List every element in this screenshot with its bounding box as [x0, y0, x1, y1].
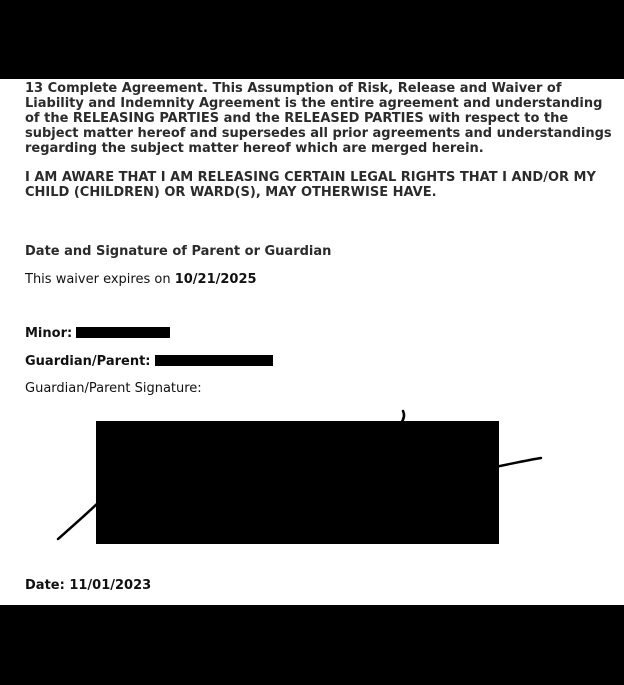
guardian-line [25, 354, 273, 370]
date-value: 11/01/2023 [69, 578, 152, 593]
expiry-date: 10/21/2025 [174, 272, 257, 287]
signature-area [0, 399, 624, 549]
date-line [25, 578, 151, 594]
minor-name-redaction [76, 327, 170, 338]
date-label: Date: [25, 578, 65, 593]
signature-redaction [96, 421, 499, 544]
guardian-name-redaction [155, 355, 273, 366]
signature-label: Guardian/Parent Signature: [25, 381, 202, 396]
guardian-label: Guardian/Parent: [25, 354, 151, 369]
signature-heading: Date and Signature of Parent or Guardian [25, 244, 332, 259]
waiver-page [0, 79, 624, 605]
awareness-statement: I AM AWARE THAT I AM RELEASING CERTAIN LEGAL RIGHTS THAT I AND/OR MY CHILD (CHILDREN) OR WARD(S), MAY OTHERWISE HAVE. [25, 170, 596, 200]
minor-line [25, 326, 170, 342]
expiry-line [25, 272, 257, 288]
expiry-prefix: This waiver expires on [25, 272, 171, 287]
minor-label: Minor: [25, 326, 73, 341]
complete-agreement-clause: 13 Complete Agreement. This Assumption of Risk, Release and Waiver of Liability and Indemnity Agreement is the entire agreement and understanding of the RELEASING PARTIES and the RELEASED PARTIES with respect to the subject matter hereof and supersedes all prior agreements and understandings regarding the subject matter hereof which are merged herein. [25, 81, 612, 156]
